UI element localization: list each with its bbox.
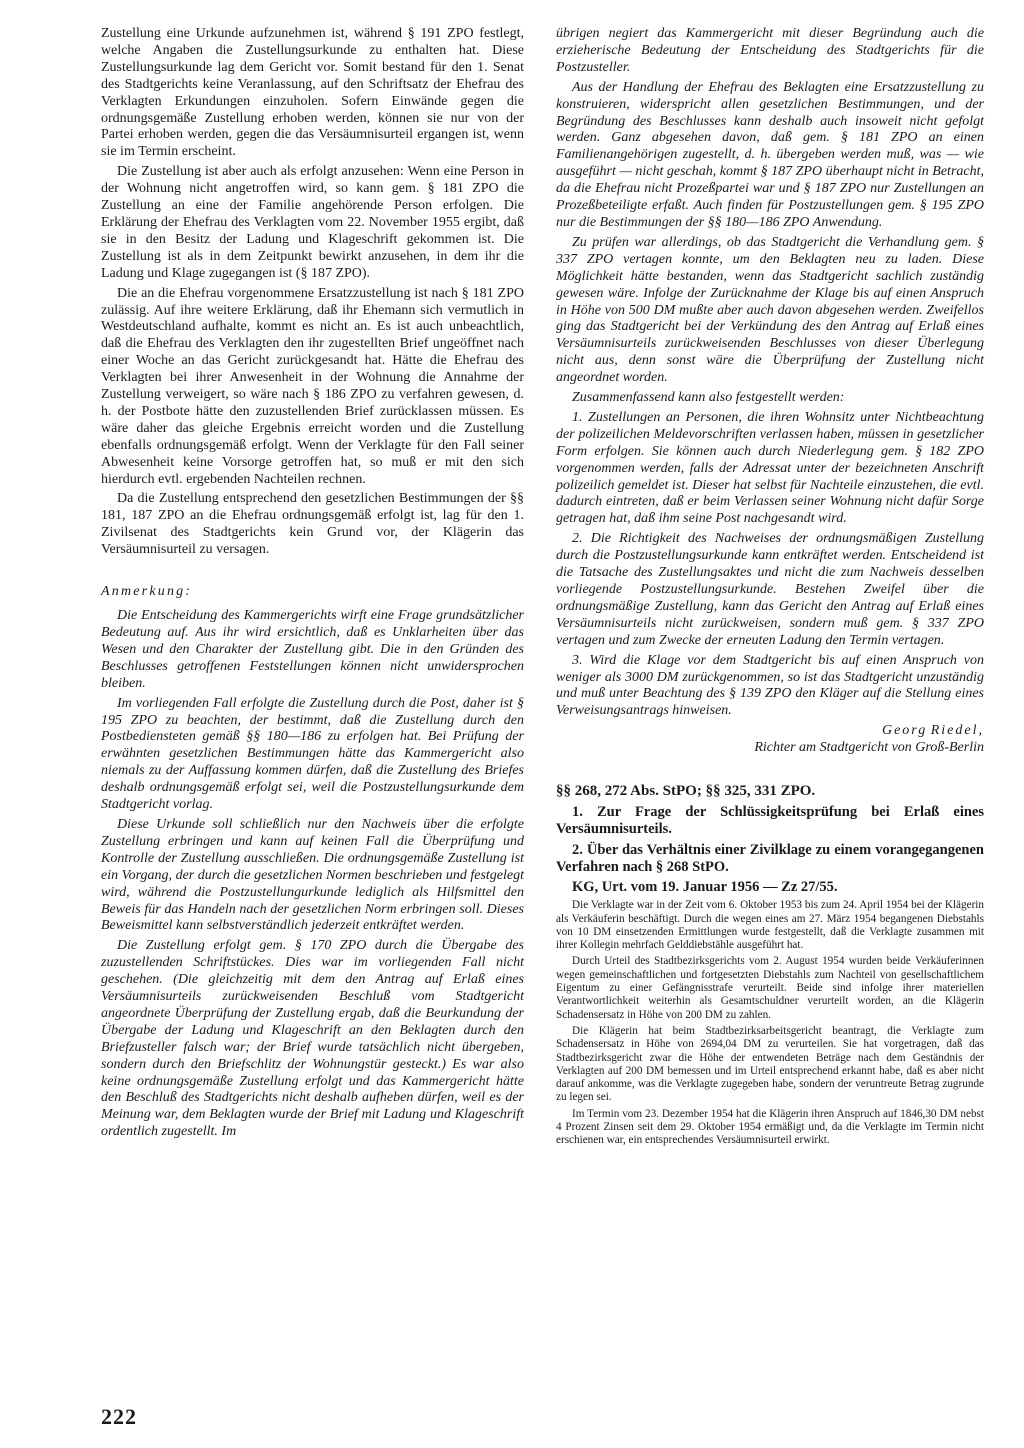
note-continuation-3: Zu prüfen war allerdings, ob das Stadtgericht die Verhandlung gem. § 337 ZPO vertagen konnte, um den Beklagten neu zu laden. Diese Möglichkeit hätte bestanden, wenn das Stadtgericht sachlich zuständig gewesen wäre. Infolge der Zurücknahme der Klage bis auf einen Anspruch in Höhe von 500 DM mußte aber auch davon abgesehen werden. Zweifellos ging das Stadtgericht bei der Verkündung des den Antrag auf Erlaß eines Versäumnisurteils zurückweisenden Beschlusses von dieser Überlegung nicht aus, denn sonst wäre die Überprüfung der Zustellung nicht angeordnet worden. (556, 234, 984, 386)
body-paragraph-2: Die Zustellung ist aber auch als erfolgt anzusehen: Wenn eine Person in der Wohnung nicht angetroffen wird, so kann gem. § 181 ZPO die Zustellung an eine der Familie angehörende Person erfolgen. Die Erklärung der Ehefrau des Verklagten vom 22. November 1955 ergibt, daß sie in den Besitz der Ladung und Klageschrift gekommen ist. Die Zustellung ist als in dem Zeitpunkt bewirkt anzusehen, in dem ihr die Ladung und Klage zugegangen ist (§ 187 ZPO). (101, 164, 524, 281)
left-column (101, 26, 524, 1141)
note-heading: Anmerkung: (101, 584, 193, 600)
author-first-name: Georg (881, 723, 928, 739)
case-facts-paragraph-2: Durch Urteil des Stadtbezirksgerichts vom 2. August 1954 wurden beide Verkäuferinnen wegen gemeinschaftlichen und fortgesetzten Diebstahls zum Nachteil von gesellschaftlichem Eigentum zu einer Gefängnisstrafe verurteilt. Beide sind infolge ihrer materiellen Verantwortlichkeit weiterhin als Gesamtschuldner verurteilt worden, an die Klägerin Schadensersatz in Höhe von 200 DM zu zahlen. (556, 955, 984, 1021)
case-facts-paragraph-3: Die Klägerin hat beim Stadtbezirksarbeitsgericht beantragt, die Verklagte zum Schadensersatz in Höhe von 2694,04 DM zu verurteilen. Sie hat vorgetragen, daß das Stadtbezirksgericht zwar die Höhe der entwendeten Beträge nach dem Geständnis der Verklagten auf 200 DM bemessen und im Urteil entsprechend erkannt habe, daß es aber nicht darauf ankomme, was die Verklagte zugegeben habe, sondern der veruntreute Betrag zugrunde zu legen sei. (556, 1024, 984, 1104)
note-continuation-1: übrigen negiert das Kammergericht mit dieser Begründung auch die erzieherische Bedeutung der Entscheidung des Stadtgerichts für die Postzusteller. (556, 26, 984, 75)
note-paragraph-2: Im vorliegenden Fall erfolgte die Zustellung durch die Post, daher ist § 195 ZPO zu beachten, der bestimmt, daß die Zustellung durch den Postbediensteten gemäß §§ 180—186 zu erfolgen hat. Bei Prüfung der erwähnten gesetzlichen Bestimmungen hätte das Kammergericht also niemals zu der Auffassung kommen dürfen, daß die Zustellung des Briefes deshalb ordnungsgemäß erfolgt sei, weil die Postzustellungsurkunde dem Stadtgericht vorlag. (101, 695, 524, 813)
note-summary-point-1: 1. Zustellungen an Personen, die ihren Wohnsitz unter Nichtbeachtung der polizeilichen Meldevorschriften verlassen haben, müssen in gesetzlicher Form erfolgen. Sie können auch durch Niederlegung gem. § 182 ZPO vorgenommen werden, falls der Adressat unter der bezeichneten Anschrift polizeilich gemeldet ist. Dieser hat selbst für Nachteile einzustehen, die evtl. dadurch eintreten, daß er beim Verlassen seiner Wohnung nicht dafür Sorge getragen hat, daß ihm seine Post nachgesandt wird. (556, 409, 984, 527)
case-facts-paragraph-4: Im Termin vom 23. Dezember 1954 hat die Klägerin ihren Anspruch auf 1846,30 DM nebst 4 Prozent Zinsen seit dem 29. Oktober 1954 ermäßigt und, da die Verklagte im Termin nicht erschienen war, ein entsprechendes Versäumnisurteil erwirkt. (556, 1107, 984, 1147)
case-court-citation: KG, Urt. vom 19. Januar 1956 — Zz 27/55. (572, 879, 838, 896)
case-headnote-1: 1. Zur Frage der Schlüssigkeitsprüfung bei Erlaß eines Versäumnisurteils. (556, 804, 984, 838)
note-paragraph-4: Die Zustellung erfolgt gem. § 170 ZPO durch die Übergabe des zuzustellenden Schriftstückes. Dies war im vorliegenden Fall nicht geschehen. (Die gleichzeitig mit dem den Antrag auf Erlaß eines Versäumnisurteils zurückweisenden Beschluß vom Stadtgericht angeordnete Überprüfung der Zustellung ergab, daß die Beurkundung der Übergabe der Ladung und Klageschrift an den Beklagten durch den Briefzusteller falsch war; der Brief wurde tatsächlich nicht übergeben, sondern durch den Briefschlitz der Wohnungstür gesteckt.) Es war also keine ordnungsgemäße Zustellung erfolgt und das Kammergericht hätte den Beschluß des Stadtgerichts nicht deshalb aufheben dürfen, weil es der Meinung war, dem Beklagten wurde der Brief mit Ladung und Klageschrift ordentlich zugestellt. Im (101, 938, 524, 1140)
case-facts-paragraph-1: Die Verklagte war in der Zeit vom 6. Oktober 1953 bis zum 24. April 1954 bei der Klägerin als Verkäuferin beschäftigt. Durch die wegen eines am 27. März 1954 begangenen Diebstahls von 10 DM einsetzenden Ermittlungen wurde festgestellt, daß die Verklagte zusammen mit ihrer Kollegin mehrfach Gelddiebstähle ausgeführt hat. (556, 899, 984, 952)
note-paragraph-1: Die Entscheidung des Kammergerichts wirft eine Frage grundsätzlicher Bedeutung auf. Aus ihr wird ersichtlich, daß es Unklarheiten über das Wesen und den Charakter der Zustellung gibt. Die in den Gründen des Beschlusses getroffenen Feststellungen können nicht unwidersprochen bleiben. (101, 608, 524, 691)
right-column (556, 26, 984, 1148)
note-paragraph-3: Diese Urkunde soll schließlich nur den Nachweis über die erfolgte Zustellung erbringen und kann auf keinen Fall die Überprüfung und Kontrolle der Zustellung ausschließen. Die ordnungsgemäße Zustellung ist ein Vorgang, der durch die gesetzlichen Normen beschrieben und festgelegt wird, während die Postzustellungurkunde lediglich als Hilfsmittel den Beweis für das Handeln nach der gesetzlichen Norm erbringen soll. Dieses Beweismittel kann selbstverständlich jederzeit entkräftet werden. (101, 816, 524, 934)
body-paragraph-1: Zustellung eine Urkunde aufzunehmen ist, während § 191 ZPO festlegt, welche Angaben die Zustellungsurkunde zu enthalten hat. Diese Zustellungsurkunde lag dem Gericht vor. Somit bestand für den 1. Senat des Stadtgerichts keine Veranlassung, auf den Schriftsatz der Ehefrau des Verklagten Erkundungen einzuholen. Sofern Einwände gegen die ordnungsgemäße Zustellung erhoben werden, können sie nur von der Partei erhoben werden, gegen die das Versäumnisurteil ergangen ist, wenn sie im Termin erscheint. (101, 26, 524, 160)
body-paragraph-4: Da die Zustellung entsprechend den gesetzlichen Bestimmungen der §§ 181, 187 ZPO an die Ehefrau ordnungsgemäß erfolgt ist, lag für den 1. Zivilsenat des Stadtgerichts kein Grund vor, der Klägerin das Versäumnisurteil zu versagen. (101, 491, 524, 558)
body-paragraph-3: Die an die Ehefrau vorgenommene Ersatzzustellung ist nach § 181 ZPO zulässig. Auf ihre weitere Erklärung, daß ihr Ehemann sich vermutlich in Westdeutschland aufhalte, kommt es nicht an. Es ist auch unbeachtlich, daß die Ehefrau des Verklagten den ihr zugestellten Brief ungeöffnet nach einer Woche an das Gericht zurückgesandt hat. Hätte die Ehefrau des Verklagten bei ihrer Anwesenheit in der Wohnung die Annahme der Zustellung verweigert, so wäre nach § 186 ZPO zu verfahren gewesen, d. h. der Postbote hätte den zuzustellenden Brief zurücklassen müssen. Es wäre daher das gleiche Ergebnis erreicht worden und die Zustellung ebenfalls ordnungsgemäß erfolgt. Wenn der Verklagte für den Fall seiner Abwesenheit keine Vorsorge getroffen hat, so muß er mit den sich hierdurch evtl. ergebenden Nachteilen rechnen. (101, 285, 524, 487)
case-headnote-2: 2. Über das Verhältnis einer Zivilklage zu einem vorangegangenen Verfahren nach § 268 StPO. (556, 842, 984, 876)
note-summary-point-3: 3. Wird die Klage vor dem Stadtgericht bis auf einen Anspruch von weniger als 3000 DM zurückgenommen, so ist das Stadtgericht unzuständig und muß unter Beachtung des § 139 ZPO den Kläger auf die Stellung eines Verweisungsantrags hinweisen. (556, 652, 984, 719)
author-signature (556, 722, 984, 739)
author-role: Richter am Stadtgericht von Groß-Berlin (754, 740, 984, 756)
page-number: 222 (101, 1404, 137, 1429)
case-statute-references: §§ 268, 272 Abs. StPO; §§ 325, 331 ZPO. (556, 783, 816, 800)
note-continuation-2: Aus der Handlung der Ehefrau des Beklagten eine Ersatzzustellung zu konstruieren, widerspricht allen gesetzlichen Bestimmungen, und der Begründung des Beschlusses kann deshalb auch insoweit nicht gefolgt werden. Ganz abgesehen davon, daß gem. § 181 ZPO an einen Familienangehörigen zugestellt, d. h. übergeben werden muß, was — wie ausgeführt — nicht geschah, kommt § 187 ZPO überhaupt nicht in Betracht, da die Ehefrau nicht Prozeßpartei war und § 187 ZPO nur Zustellungen an Prozeßbeteiligte erfaßt. Auch finden für Postzustellungen gem. § 195 ZPO nur die Bestimmungen der §§ 180—186 ZPO Anwendung. (556, 79, 984, 230)
author-last-name: Riedel, (930, 723, 984, 739)
note-summary-point-2: 2. Die Richtigkeit des Nachweises der ordnungsmäßigen Zustellung durch die Postzustellungsurkunde kann entkräftet werden. Entscheidend ist die Tatsache des Zustellungsaktes und nicht die zum Nachweis desselben vorliegende Postzustellungsurkunde. Bestehen Zweifel über die ordnungsmäßige Zustellung, kann das Gericht den Antrag auf Erlaß eines Versäumnisurteils nicht zurückweisen, sondern muß gem. § 337 ZPO vertagen und zum Zwecke der erneuten Ladung den Termin vertagen. (556, 531, 984, 648)
note-summary-intro: Zusammenfassend kann also festgestellt werden: (572, 390, 845, 406)
